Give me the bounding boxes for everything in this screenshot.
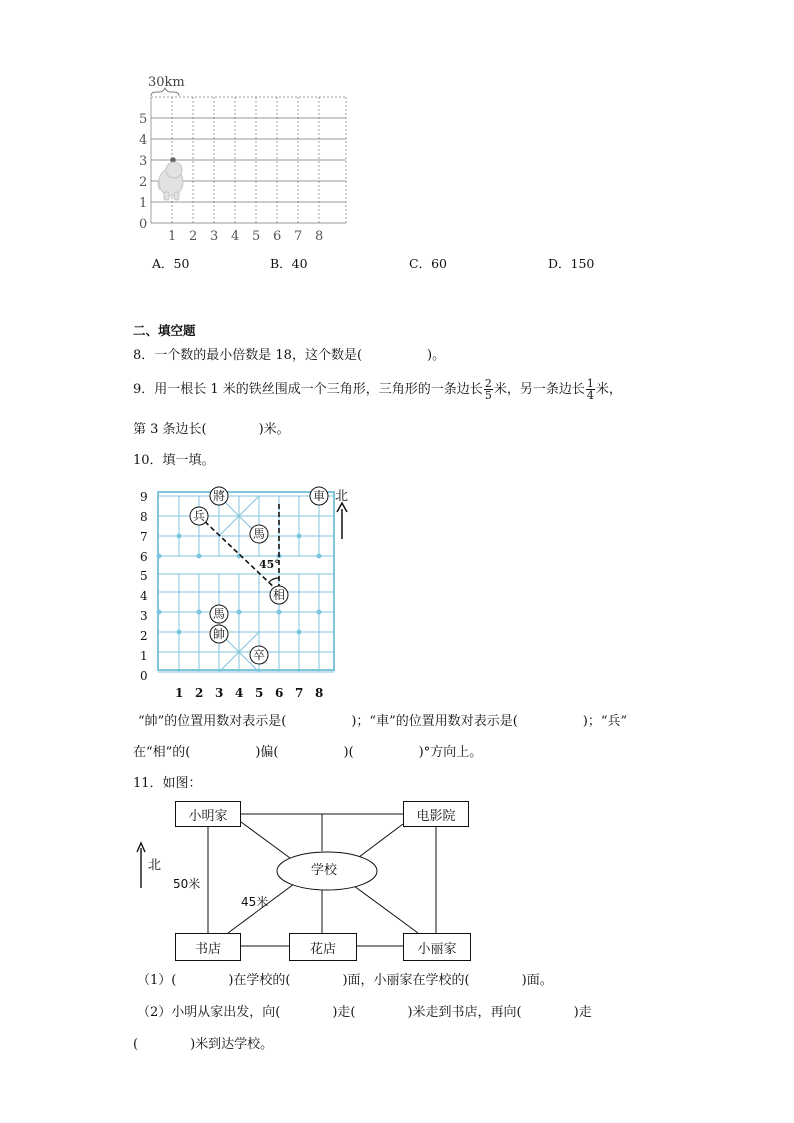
q10-north-label: 北	[335, 489, 349, 504]
q7-option-b[interactable]: B．40	[270, 256, 308, 271]
svg-text:兵: 兵	[192, 509, 206, 523]
q7-y-tick: 4	[139, 133, 148, 148]
q10-y-tick: 4	[140, 589, 148, 603]
q11-distance-50: 50米	[173, 877, 201, 891]
q10-x-tick: 6	[275, 686, 284, 700]
q7-option-c[interactable]: C．60	[409, 256, 447, 271]
q7-y-tick: 3	[139, 154, 148, 169]
q11-north-arrow-icon	[137, 843, 145, 888]
place-xiaoming-home: 小明家	[175, 801, 241, 827]
q7-x-tick: 4	[231, 229, 240, 244]
place-xiaoli-home: 小丽家	[403, 933, 471, 961]
q9-line2: 第 3 条边长( )米。	[133, 422, 290, 437]
q10-x-tick: 7	[295, 686, 304, 700]
q9-part2: 米，另一条边长	[493, 382, 585, 397]
q7-x-tick: 6	[273, 229, 282, 244]
q10-x-tick: 3	[215, 686, 224, 700]
q10-x-tick: 8	[315, 686, 324, 700]
q7-x-tick: 3	[210, 229, 219, 244]
q11-north-label: 北	[148, 858, 162, 873]
svg-text:卒: 卒	[252, 648, 266, 662]
svg-text:將: 將	[212, 489, 226, 503]
q10-y-tick: 1	[140, 649, 148, 663]
q7-x-tick: 8	[315, 229, 324, 244]
place-cinema: 电影院	[403, 801, 469, 827]
q11-sub2: （2）小明从家出发，向( )走( )米走到书店，再向( )走	[137, 1005, 592, 1020]
q10-y-tick: 8	[140, 510, 148, 524]
place-school: 学校	[311, 863, 338, 878]
place-flower-shop: 花店	[289, 933, 357, 961]
q10-x-tick: 2	[195, 686, 204, 700]
svg-text:相: 相	[272, 588, 286, 602]
q10-y-tick: 6	[140, 550, 148, 564]
q9-part1: 9．用一根长 1 米的铁丝围成一个三角形，三角形的一条边长	[133, 382, 483, 397]
q10-y-tick: 2	[140, 629, 148, 643]
q7-x-tick: 5	[252, 229, 261, 244]
place-bookstore: 书店	[175, 933, 241, 961]
q7-y-tick: 1	[139, 196, 148, 211]
section-title: 二、填空题	[133, 323, 196, 338]
q10-line1: “帥”的位置用数对表示是( )；“車”的位置用数对表示是( )；“兵”	[138, 714, 628, 729]
svg-text:帥: 帥	[212, 627, 226, 641]
svg-text:車: 車	[312, 489, 326, 503]
q9-part3: 米，	[595, 382, 622, 397]
q7-option-d[interactable]: D．150	[548, 256, 595, 271]
q11-distance-45: 45米	[241, 895, 269, 909]
q7-option-a[interactable]: A．50	[152, 256, 190, 271]
q11-sub2-line2: ( )米到达学校。	[133, 1037, 274, 1052]
q7-y-tick: 5	[139, 112, 148, 127]
q10-y-tick: 9	[140, 490, 148, 504]
q9-fraction-1: $\frac{2}{5}$	[484, 377, 492, 402]
svg-text:馬: 馬	[252, 527, 266, 541]
q10-x-tick: 5	[255, 686, 264, 700]
q8-text: 8．一个数的最小倍数是 18，这个数是( )。	[133, 348, 446, 363]
q7-x-tick: 7	[294, 229, 303, 244]
q11-sub1: （1）( )在学校的( )面，小丽家在学校的( )面。	[137, 973, 553, 988]
q10-y-tick: 3	[140, 609, 148, 623]
q7-y-tick: 2	[139, 175, 148, 190]
q10-y-tick: 7	[140, 530, 148, 544]
q7-y-tick: 0	[139, 217, 148, 232]
q10-x-tick: 1	[175, 686, 184, 700]
q7-x-tick: 1	[168, 229, 177, 244]
q10-x-tick: 4	[235, 686, 244, 700]
q11-title: 11．如图：	[133, 776, 202, 791]
q10-y-tick: 0	[140, 669, 148, 683]
q10-y-tick: 5	[140, 569, 148, 583]
q10-line2: 在“相”的( )偏( )( )°方向上。	[133, 745, 483, 760]
q7-x-tick: 2	[189, 229, 198, 244]
q10-angle-label: 45°	[259, 558, 280, 571]
q10-title: 10．填一填。	[133, 453, 215, 468]
q9-fraction-2: $\frac{1}{4}$	[586, 377, 594, 402]
svg-text:馬: 馬	[212, 607, 226, 621]
q7-scale-label: 30km	[148, 75, 185, 90]
